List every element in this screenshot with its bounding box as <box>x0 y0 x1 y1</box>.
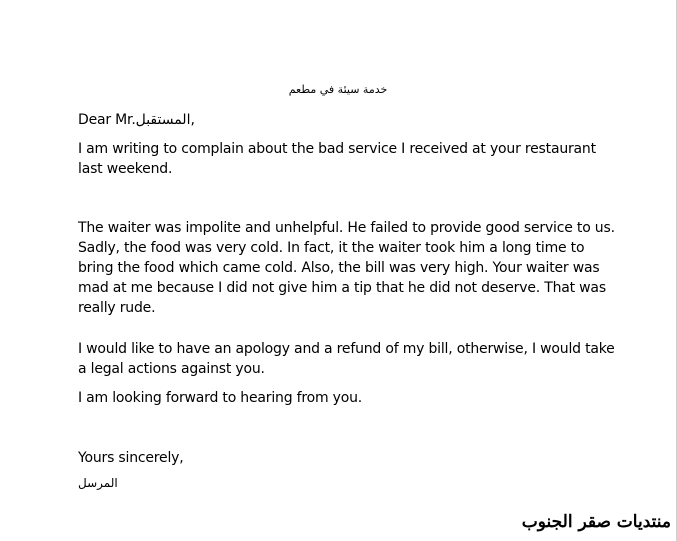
letter-greeting: Dear Mr.المستقبل, <box>78 112 195 128</box>
letter-closing: Yours sincerely, <box>78 450 184 466</box>
watermark-logo: منتديات صقر الجنوب <box>521 512 671 532</box>
letter-paragraph-2: The waiter was impolite and unhelpful. He failed to provide good service to us. Sadly, the food was very cold. In fact, it the waiter took him a long time to bring the food which came cold. Also, the bill was very high. Your waiter was mad at me because I did not give him a tip that he did not deserve. That was really rude. <box>78 220 615 316</box>
letter-paragraph-3: I would like to have an apology and a refund of my bill, otherwise, I would take a legal actions against you. <box>78 341 615 377</box>
letter-title: خدمة سيئة في مطعم <box>288 83 388 96</box>
letter-paragraph-4: I am looking forward to hearing from you. <box>78 390 363 406</box>
letter-paragraph-1: I am writing to complain about the bad service I received at your restaurant last weekend. <box>78 141 596 177</box>
letter-sender: المرسل <box>78 476 118 490</box>
